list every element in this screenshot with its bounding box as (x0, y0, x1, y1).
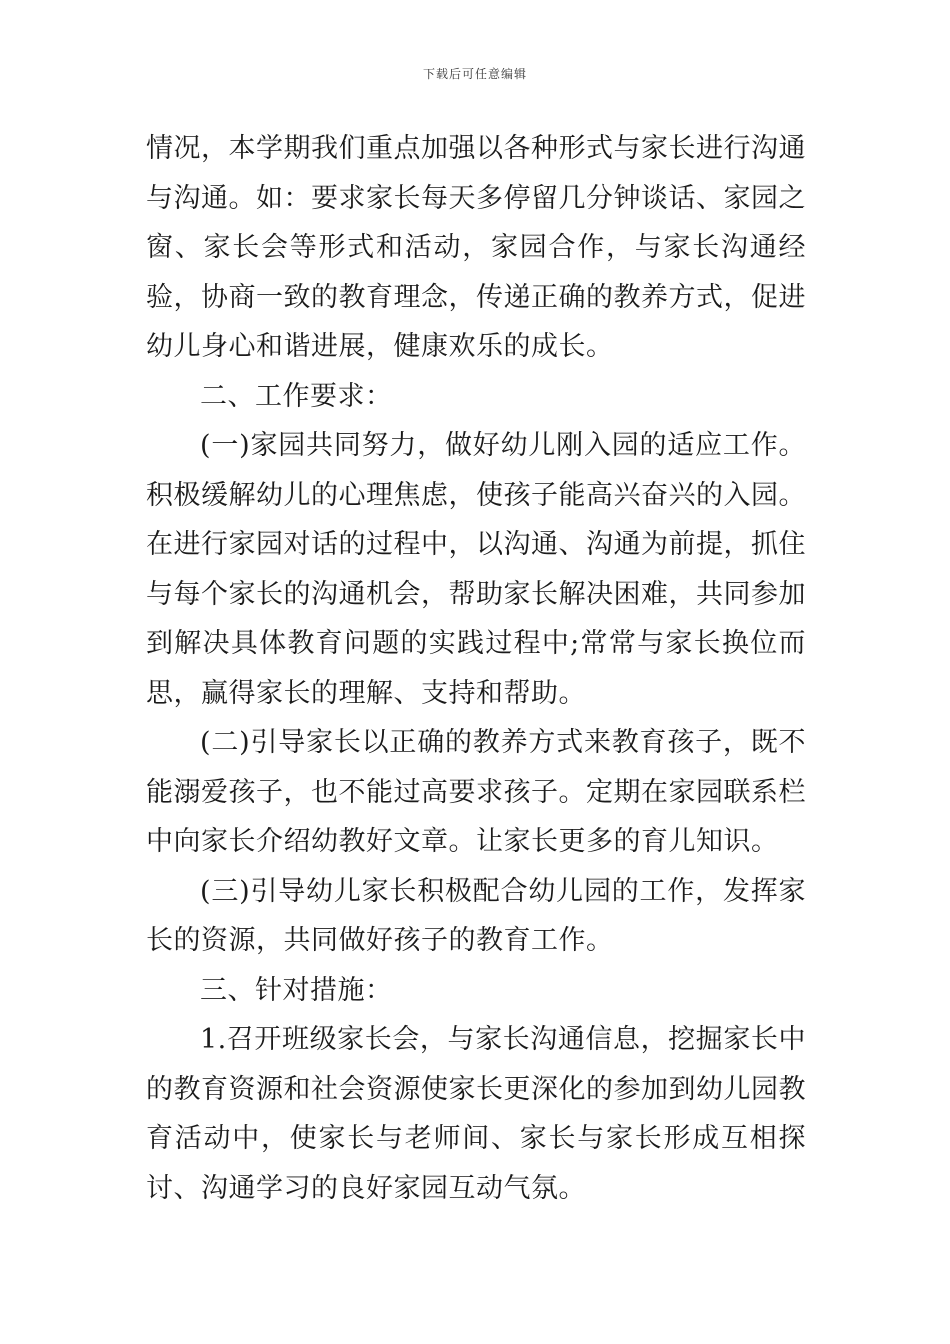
header-note: 下载后可任意编辑 (422, 67, 527, 81)
section-heading-measures: 三、针对措施： (200, 974, 393, 1006)
paragraph-requirement-2: (二)引导家长以正确的教养方式来教育孩子，既不能溺爱孩子，也不能过高要求孩子。定期在家园联系栏中向家长介绍幼教好文章。让家长更多的育儿知识。 (146, 727, 806, 857)
paragraph-requirement-3: (三)引导幼儿家长积极配合幼儿园的工作，发挥家长的资源，共同做好孩子的教育工作。 (146, 875, 806, 956)
section-heading-work-requirements: 二、工作要求： (200, 380, 393, 412)
paragraph-intro-continuation: 情况，本学期我们重点加强以各种形式与家长进行沟通与沟通。如：要求家长每天多停留几分钟谈话、家园之窗、家长会等形式和活动，家园合作，与家长沟通经验，协商一致的教育理念，传递正确的教养方式，促进幼儿身心和谐进展，健康欢乐的成长。 (146, 133, 806, 362)
paragraph-measure-1: 1.召开班级家长会，与家长沟通信息，挖掘家长中的教育资源和社会资源使家长更深化的参加到幼儿园教育活动中，使家长与老师间、家长与家长形成互相探讨、沟通学习的良好家园互动气氛。 (146, 1024, 806, 1204)
document-body (146, 124, 806, 1213)
paragraph-requirement-1: (一)家园共同努力，做好幼儿刚入园的适应工作。积极缓解幼儿的心理焦虑，使孩子能高兴奋兴的入园。在进行家园对话的过程中，以沟通、沟通为前提，抓住与每个家长的沟通机会，帮助家长解决困难，共同参加到解决具体教育问题的实践过程中;常常与家长换位而思，赢得家长的理解、支持和帮助。 (146, 430, 806, 709)
